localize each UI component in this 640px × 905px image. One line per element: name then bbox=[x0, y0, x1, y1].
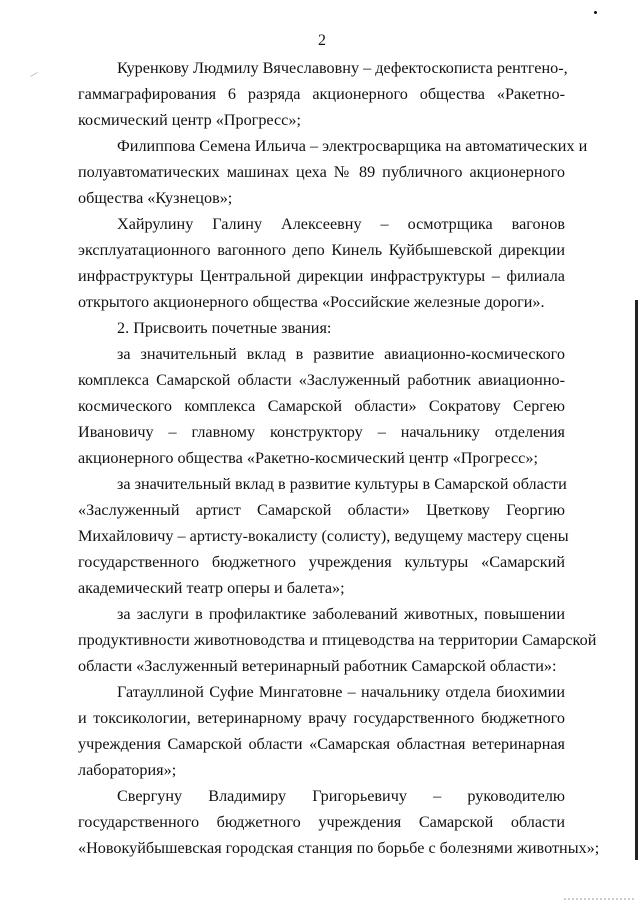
paragraph bbox=[78, 315, 565, 341]
text-line: акционерного общества «Ракетно-космический центр «Прогресс»; bbox=[78, 449, 538, 467]
text-line: Куренкову Людмилу Вячеславовну – дефектоскописта рентгено-, bbox=[117, 59, 568, 77]
paragraph bbox=[78, 133, 588, 211]
text-line: за значительный вклад в развитие культуры в Самарской области bbox=[117, 475, 567, 493]
text-line: космический центр «Прогресс»; bbox=[78, 111, 301, 129]
text-line: лаборатория»; bbox=[78, 761, 177, 779]
text-line: продуктивности животноводства и птицеводства на территории Самарской bbox=[78, 631, 597, 649]
text-line: «Заслуженный артист Самарской области» Цветкову Георгию bbox=[78, 501, 565, 519]
text-line: открытого акционерного общества «Российские железные дороги». bbox=[78, 293, 545, 311]
text-line: за значительный вклад в развитие авиационно-космического bbox=[117, 345, 565, 363]
scan-mark bbox=[30, 72, 37, 77]
text-line: инфраструктуры Центральной дирекции инфраструктуры – филиала bbox=[78, 267, 565, 285]
text-line: 2. Присвоить почетные звания: bbox=[117, 319, 332, 337]
text-line: комплекса Самарской области «Заслуженный работник авиационно- bbox=[78, 371, 565, 389]
text-line: космического комплекса Самарской области» Сократову Сергею bbox=[78, 397, 565, 415]
scan-edge bbox=[635, 300, 638, 860]
scan-footer-marks bbox=[564, 898, 634, 902]
paragraph bbox=[78, 211, 565, 315]
text-line: «Новокуйбышевская городская станция по борьбе с болезнями животных»; bbox=[78, 839, 600, 857]
text-line: академический театр оперы и балета»; bbox=[78, 579, 345, 597]
text-line: Филиппова Семена Ильича – электросварщика на автоматических и bbox=[117, 137, 588, 155]
text-line: общества «Кузнецов»; bbox=[78, 189, 233, 207]
paragraph bbox=[78, 783, 600, 861]
text-line: государственного бюджетного учреждения культуры «Самарский bbox=[78, 553, 565, 571]
text-line: государственного бюджетного учреждения Самарской области bbox=[78, 813, 565, 831]
scan-speck bbox=[594, 11, 597, 14]
text-line: полуавтоматических машинах цеха № 89 публичного акционерного bbox=[78, 163, 565, 181]
paragraph bbox=[78, 55, 568, 133]
text-line: и токсикологии, ветеринарному врачу государственного бюджетного bbox=[78, 709, 565, 727]
paragraph bbox=[78, 471, 569, 601]
text-line: Хайрулину Галину Алексеевну – осмотрщика вагонов bbox=[117, 215, 565, 233]
text-line: гаммаграфирования 6 разряда акционерного общества «Ракетно- bbox=[78, 85, 565, 103]
text-line: области «Заслуженный ветеринарный работник Самарской области»: bbox=[78, 657, 557, 675]
paragraph bbox=[78, 679, 565, 783]
page-number: 2 bbox=[318, 32, 326, 49]
text-line: эксплуатационного вагонного депо Кинель Куйбышевской дирекции bbox=[78, 241, 565, 259]
document-body bbox=[78, 55, 600, 861]
paragraph bbox=[78, 341, 565, 471]
text-line: за заслуги в профилактике заболеваний животных, повышении bbox=[117, 605, 565, 623]
text-line: Гатауллиной Суфие Мингатовне – начальнику отдела биохимии bbox=[117, 683, 565, 701]
text-line: учреждения Самарской области «Самарская областная ветеринарная bbox=[78, 735, 565, 753]
paragraph bbox=[78, 601, 597, 679]
text-line: Ивановичу – главному конструктору – начальнику отделения bbox=[78, 423, 565, 441]
text-line: Михайловичу – артисту-вокалисту (солисту), ведущему мастеру сцены bbox=[78, 527, 569, 545]
text-line: Свергуну Владимиру Григорьевичу – руководителю bbox=[117, 787, 565, 805]
